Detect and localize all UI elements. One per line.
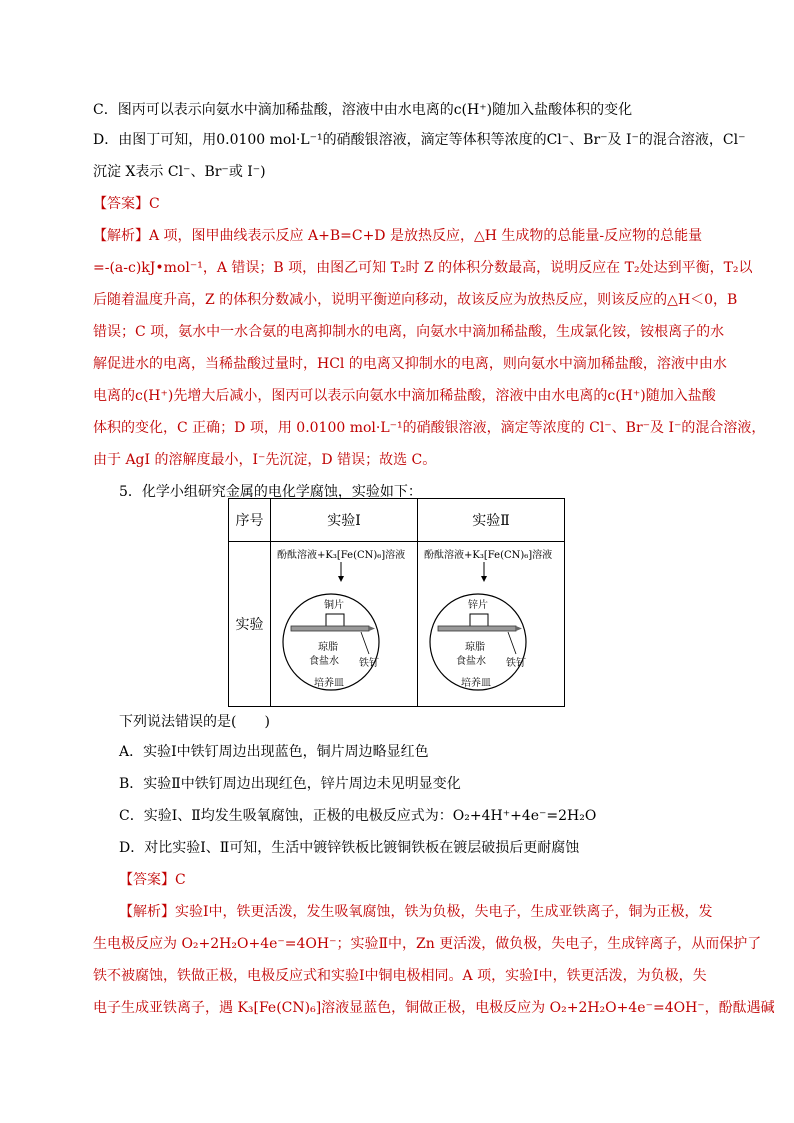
- explanation-line: 铁不被腐蚀，铁做正极，电极反应式和实验Ⅰ中铜电极相同。A 项，实验Ⅰ中，铁更活泼，为负极，失: [93, 968, 707, 984]
- dish-label: 培养皿: [314, 678, 344, 689]
- plate-label: 锌片: [468, 600, 488, 611]
- answer-label: 【答案】C: [119, 872, 186, 888]
- experiment-table: [228, 498, 565, 707]
- nail-label: 铁钉: [359, 658, 379, 669]
- option-d-prev: D．由图丁可知，用0.0100 mol·L⁻¹的硝酸银溶液，滴定等体积等浓度的Cl⁻、Br⁻及 I⁻的混合溶液，Cl⁻: [93, 132, 746, 148]
- reagent-label: 酚酞溶液+K₃[Fe(CN)₆]溶液: [424, 550, 553, 561]
- explanation-line: 错误；C 项，氨水中一水合氨的电离抑制水的电离，向氨水中滴加稀盐酸，生成氯化铵，铵根离子的水: [93, 324, 725, 340]
- dish-label: 培养皿: [461, 678, 491, 689]
- petri-dish-diagram-2: [418, 542, 564, 702]
- table-header-exp2: 实验Ⅱ: [418, 499, 565, 542]
- explanation-line: 后随着温度升高，Z 的体积分数减小，说明平衡逆向移动，故该反应为放热反应，则该反应的△H＜0，B: [93, 292, 738, 308]
- iron-nail: [291, 626, 369, 631]
- plate-label: 铜片: [324, 600, 344, 611]
- explanation-line: 生电极反应为 O₂+2H₂O+4e⁻=4OH⁻；实验Ⅱ中，Zn 更活泼，做负极，失电子，生成锌离子，从而保护了: [93, 936, 762, 952]
- nail-label: 铁钉: [506, 658, 526, 669]
- reagent-label: 酚酞溶液+K₃[Fe(CN)₆]溶液: [277, 550, 406, 561]
- saltwater-label: 食盐水: [309, 656, 339, 667]
- experiment-1-figure: [271, 542, 418, 707]
- saltwater-label: 食盐水: [456, 656, 486, 667]
- table-row-label: 实验: [229, 542, 271, 707]
- experiment-2-figure: [418, 542, 565, 707]
- option-c-prev: C．图丙可以表示向氨水中滴加稀盐酸，溶液中由水电离的c(H⁺)随加入盐酸体积的变化: [93, 102, 633, 118]
- explanation-line: 体积的变化，C 正确；D 项，用 0.0100 mol·L⁻¹的硝酸银溶液，滴定等浓度的 Cl⁻、Br⁻及 I⁻的混合溶液，: [93, 420, 766, 436]
- option-b: B．实验Ⅱ中铁钉周边出现红色，锌片周边未见明显变化: [119, 776, 461, 792]
- table-header-seq: 序号: [229, 499, 271, 542]
- table-header-exp1: 实验Ⅰ: [271, 499, 418, 542]
- option-c: C．实验Ⅰ、Ⅱ均发生吸氧腐蚀，正极的电极反应式为：O₂+4H⁺+4e⁻=2H₂O: [119, 808, 597, 824]
- iron-nail: [438, 626, 516, 631]
- answer-label: 【答案】C: [93, 196, 160, 212]
- option-d-prev-cont: 沉淀 X表示 Cl⁻、Br⁻或 I⁻): [93, 164, 266, 180]
- agar-label: 琼脂: [318, 642, 338, 653]
- option-d: D．对比实验Ⅰ、Ⅱ可知，生活中镀锌铁板比镀铜铁板在镀层破损后更耐腐蚀: [119, 840, 580, 856]
- explanation-line: 由于 AgI 的溶解度最小，I⁻先沉淀，D 错误；故选 C。: [93, 452, 437, 468]
- question-5-ask: 下列说法错误的是( ): [119, 714, 270, 730]
- question-5-stem: 5．化学小组研究金属的电化学腐蚀，实验如下：: [119, 484, 422, 500]
- explanation-line: 电子生成亚铁离子，遇 K₃[Fe(CN)₆]溶液显蓝色，铜做正极，电极反应为 O₂+2H₂O+4e⁻=4OH⁻，酚酞遇碱: [93, 1000, 775, 1016]
- agar-label: 琼脂: [465, 642, 485, 653]
- explanation-line: =-(a-c)kJ•mol⁻¹，A 错误；B 项，由图乙可知 T₂时 Z 的体积分数最高，说明反应在 T₂处达到平衡，T₂以: [93, 260, 753, 276]
- explanation-line: 【解析】A 项，图甲曲线表示反应 A+B=C+D 是放热反应，△H 生成物的总能量-反应物的总能量: [93, 228, 703, 244]
- explanation-line: 电离的c(H⁺)先增大后减小，图丙可以表示向氨水中滴加稀盐酸，溶液中由水电离的c(H⁺)随加入盐酸: [93, 388, 716, 404]
- option-a: A．实验Ⅰ中铁钉周边出现蓝色，铜片周边略显红色: [119, 744, 429, 760]
- petri-dish-diagram-1: [271, 542, 417, 702]
- explanation-line: 解促进水的电离，当稀盐酸过量时，HCl 的电离又抑制水的电离，则向氨水中滴加稀盐酸，溶液中由水: [93, 356, 727, 372]
- explanation-line: 【解析】实验Ⅰ中，铁更活泼，发生吸氧腐蚀，铁为负极，失电子，生成亚铁离子，铜为正极，发: [119, 904, 713, 920]
